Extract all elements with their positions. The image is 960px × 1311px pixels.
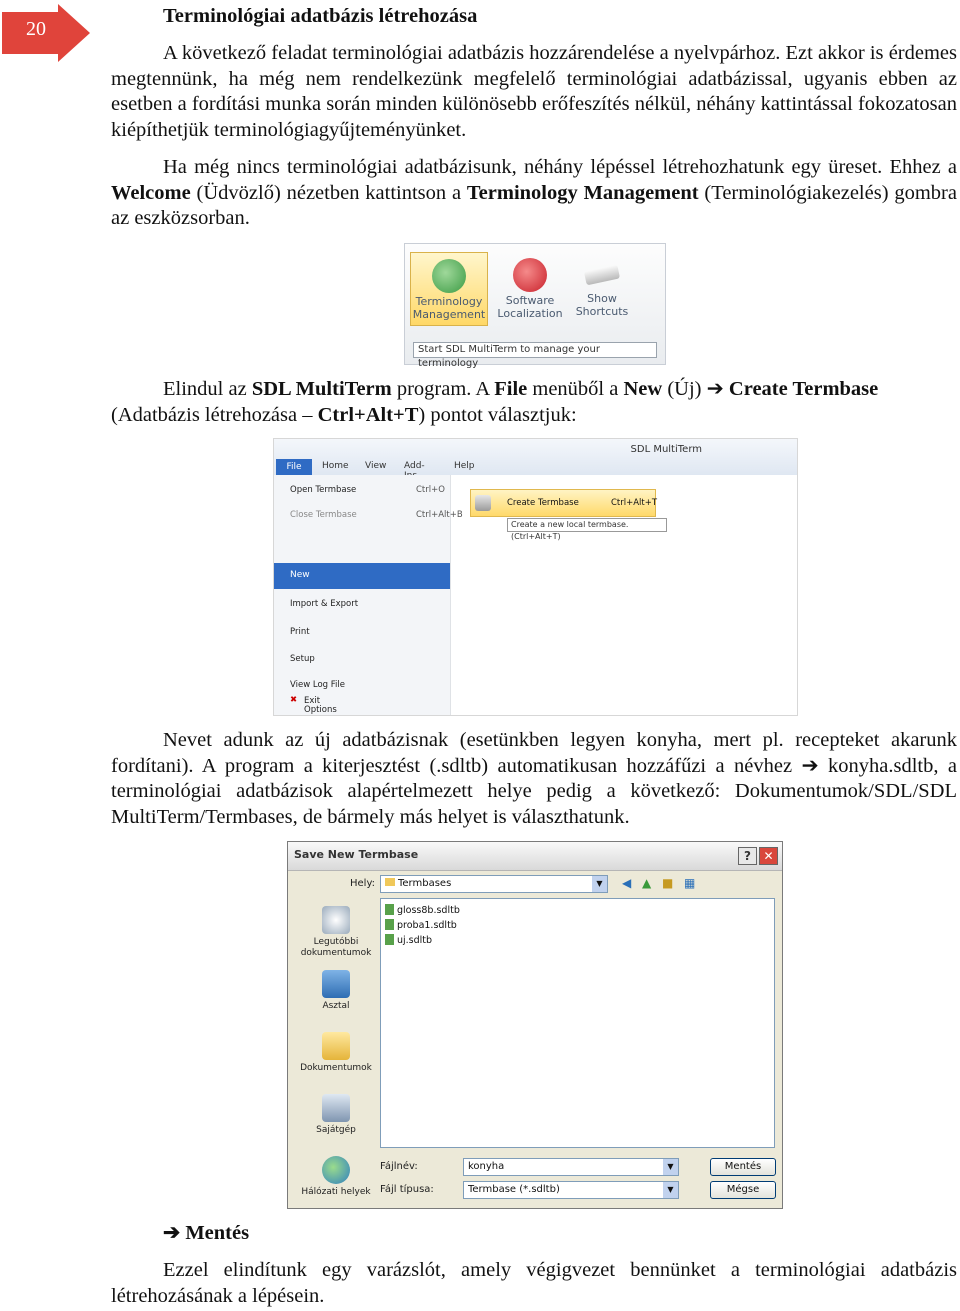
ribbon-screenshot [404, 243, 666, 369]
file-menu-panel [274, 475, 463, 715]
multiterm-menu-screenshot [273, 438, 798, 716]
tab-help[interactable]: Help [454, 461, 475, 471]
help-button[interactable]: ? [738, 847, 757, 865]
termbase-file-icon [385, 934, 394, 945]
place-my-computer[interactable]: Sajátgép [294, 1094, 378, 1136]
desktop-icon [322, 970, 350, 998]
place-network[interactable]: Hálózati helyek [294, 1156, 378, 1198]
file-list [380, 898, 775, 1148]
file-item[interactable]: gloss8b.sdltb [385, 904, 460, 916]
arrow-icon: ➔ [706, 378, 724, 400]
exit-icon: ✖ [290, 695, 298, 705]
filename-input[interactable]: konyha ▼ [463, 1158, 679, 1176]
section-heading: Terminológiai adatbázis létrehozása [163, 5, 478, 27]
create-termbase-item[interactable]: Create Termbase Ctrl+Alt+T [470, 489, 656, 517]
cancel-button[interactable]: Mégse [710, 1181, 776, 1199]
place-desktop[interactable]: Asztal [294, 970, 378, 1012]
menu-item-options[interactable]: Options [304, 705, 337, 715]
menu-item-new[interactable]: New [274, 563, 450, 589]
save-termbase-dialog [287, 841, 783, 1209]
menu-item-open-termbase[interactable]: Open Termbase Ctrl+O [290, 485, 445, 495]
menu-item-view-log-file[interactable]: View Log File [290, 680, 345, 690]
multiterm-title: SDL MultiTerm [630, 444, 702, 455]
place-recent[interactable]: Legutóbbi dokumentumok [294, 906, 378, 959]
menu-item-setup[interactable]: Setup [290, 654, 315, 664]
arrow-icon: ➔ [163, 1222, 181, 1244]
paragraph-wizard: Ezzel elindítunk egy varázslót, amely végigvezet bennünket a terminológiai adatbázis létrehozásának a lépésein. [111, 1259, 957, 1307]
save-step: ➔ Mentés [163, 1222, 250, 1244]
new-folder-icon[interactable]: ■ [662, 876, 674, 890]
file-item[interactable]: proba1.sdltb [385, 919, 457, 931]
tab-view[interactable]: View [365, 461, 387, 471]
localization-icon [513, 258, 547, 292]
paragraph-intro: A következő feladat terminológiai adatbázis hozzárendelése a nyelvpárhoz. Ezt akkor is érdemes megtennünk, ha még nem rendelkezünk megfelelő terminológiai adatbázissal, ugyanis ebben az esetben a fordítási munka során minden különösebb erőfeszítés nélkül, néhány kattintással fokozatosan kiépíthetjük terminológiagyűjteményünket. [111, 42, 957, 141]
filetype-label: Fájl típusa: [380, 1184, 434, 1195]
show-shortcuts-button[interactable]: Show Shortcuts [563, 252, 641, 326]
paragraph-naming: Nevet adunk az új adatbázisnak (esetünkben legyen konyha, mert pl. recepteket akarunk fordítani). A program a kiterjesztést (.sdltb) automatikusan hozzáfűzi a névhez ➔ konyha.sdltb, a terminológiai adatbázisok alapértelmezett helye pedig a következő: Dokumentumok/SDL/SDL MultiTerm/Termbases, de bármely más helyet is választhatunk. [111, 729, 957, 828]
paragraph-multiterm: Elindul az SDL MultiTerm program. A File menüből a New (Új) ➔ Create Termbase (Adatbázis létrehozása – Ctrl+Alt+T) pontot választjuk: [111, 378, 879, 426]
termbase-file-icon [385, 919, 394, 930]
paragraph-welcome: Ha még nincs terminológiai adatbázisunk, néhány lépéssel létrehozhatunk egy üreset. Ehhez a Welcome (Üdvözlő) nézetben kattintson a Terminology Management (Terminológiakezelés) gombra az eszközsorban. [111, 156, 957, 229]
keyboard-icon [584, 265, 620, 286]
view-menu-icon[interactable]: ▦ [684, 876, 696, 890]
places-bar [294, 892, 378, 1202]
menu-item-print[interactable]: Print [290, 627, 310, 637]
dialog-title: Save New Termbase [294, 848, 419, 861]
up-folder-icon[interactable]: ▲ [642, 876, 652, 890]
create-termbase-tooltip: Create a new local termbase. (Ctrl+Alt+T) [507, 518, 667, 532]
chevron-down-icon: ▼ [663, 1159, 678, 1175]
menu-item-import-export[interactable]: Import & Export [290, 599, 359, 609]
filename-label: Fájlnév: [380, 1161, 418, 1172]
computer-icon [322, 1094, 350, 1122]
tab-file[interactable]: File [276, 459, 312, 475]
location-label: Hely: [350, 878, 376, 889]
software-localization-button[interactable]: Software Localization [491, 252, 569, 326]
terminology-management-button[interactable]: Terminology Management [410, 252, 488, 326]
database-icon [475, 495, 491, 511]
back-icon[interactable]: ◀ [622, 876, 632, 890]
menu-item-exit[interactable]: Exit [304, 696, 321, 706]
ribbon-status-text: Start SDL MultiTerm to manage your terminology [413, 342, 657, 358]
folder-icon [385, 878, 395, 886]
documents-icon [322, 1032, 350, 1060]
page-number: 20 [26, 18, 46, 40]
location-select[interactable]: Termbases ▼ [380, 875, 608, 893]
termbase-file-icon [385, 904, 394, 915]
tab-add-ins[interactable]: Add- [404, 461, 425, 471]
network-icon [322, 1156, 350, 1184]
place-documents[interactable]: Dokumentumok [294, 1032, 378, 1074]
menu-item-close-termbase[interactable]: Close Termbase Ctrl+Alt+B [290, 510, 463, 520]
multiterm-titlebar [274, 439, 797, 475]
close-button[interactable]: ✕ [759, 847, 778, 865]
file-item[interactable]: uj.sdltb [385, 934, 432, 946]
dialog-titlebar [288, 842, 782, 871]
chevron-down-icon: ▼ [663, 1182, 678, 1198]
recent-documents-icon [322, 906, 350, 934]
filetype-select[interactable]: Termbase (*.sdltb) ▼ [463, 1181, 679, 1199]
tab-home[interactable]: Home [322, 461, 349, 471]
chevron-down-icon: ▼ [592, 876, 607, 892]
arrow-icon: ➔ [801, 754, 819, 777]
save-button[interactable]: Mentés [710, 1158, 776, 1176]
terminology-icon [432, 259, 466, 293]
